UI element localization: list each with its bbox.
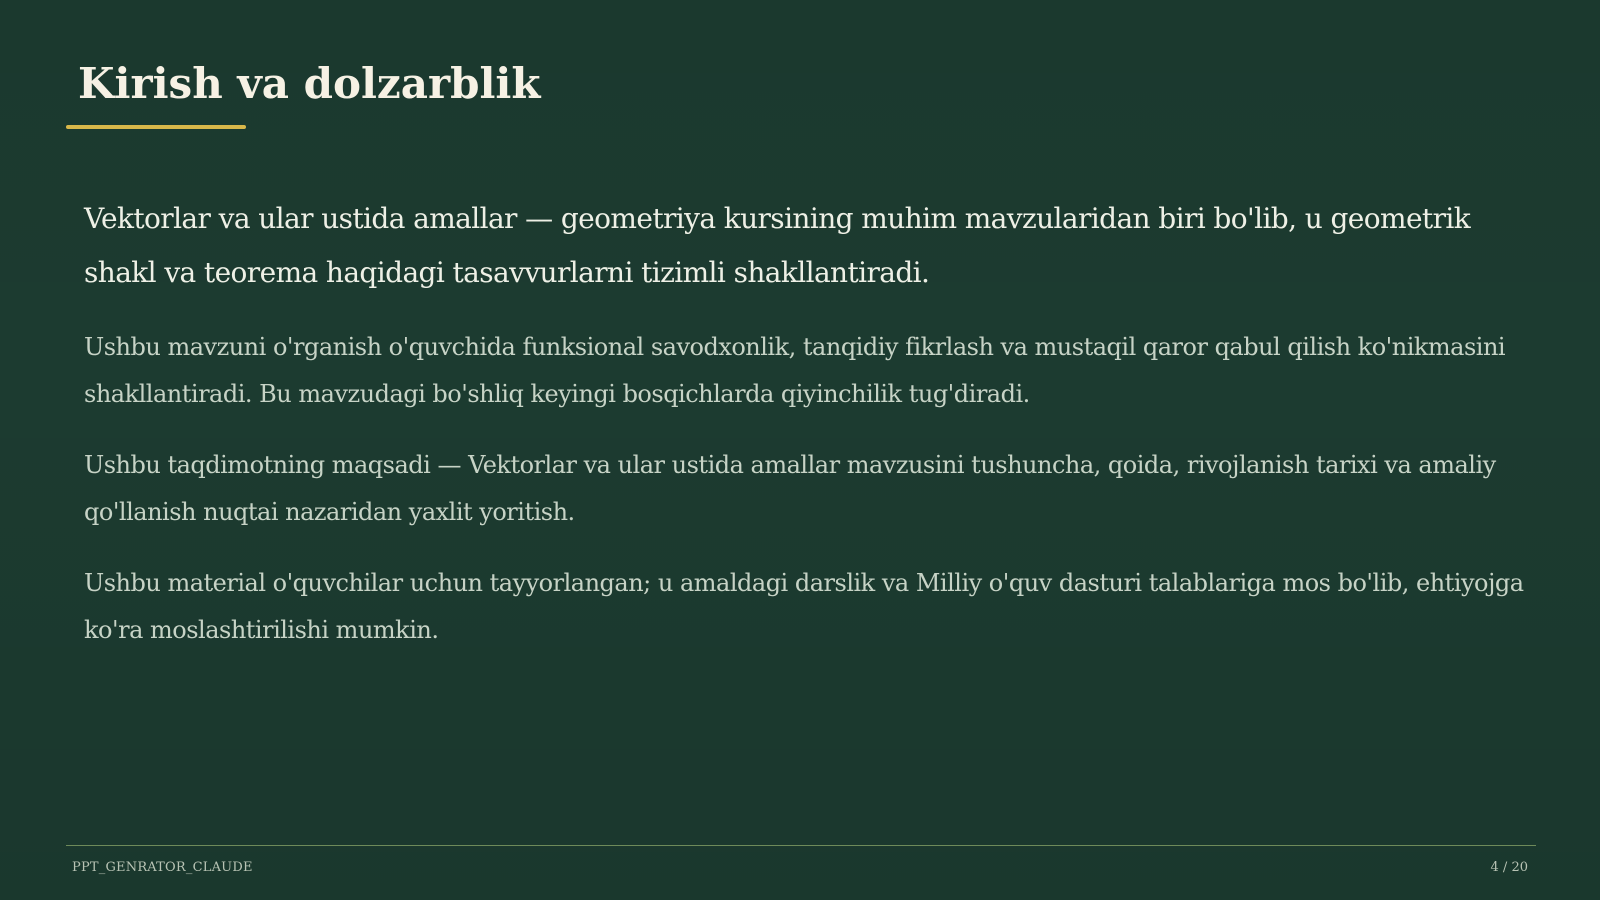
slide-title: Kirish va dolzarblik (78, 59, 541, 108)
slide-content (84, 192, 1524, 678)
body-paragraph-3: Ushbu material o'quvchilar uchun tayyorlangan; u amaldagi darslik va Milliy o'quv dasturi talablariga mos bo'lib, ehtiyojga ko'ra moslashtirilishi mumkin. (84, 569, 1524, 644)
page-number: 4 / 20 (1490, 860, 1528, 875)
footer-divider (66, 845, 1536, 846)
body-paragraph-2: Ushbu taqdimotning maqsadi — Vektorlar va ular ustida amallar mavzusini tushuncha, qoida, rivojlanish tarixi va amaliy qo'llanish nuqtai nazaridan yaxlit yoritish. (84, 451, 1496, 526)
title-underline-accent (66, 125, 246, 129)
footer-brand: PPT_GENRATOR_CLAUDE (72, 860, 253, 875)
lead-paragraph: Vektorlar va ular ustida amallar — geometriya kursining muhim mavzularidan biri bo'lib, u geometrik shakl va teorema haqidagi tasavvurlarni tizimli shakllantiradi. (84, 202, 1471, 289)
body-paragraph-1: Ushbu mavzuni o'rganish o'quvchida funksional savodxonlik, tanqidiy fikrlash va mustaqil qaror qabul qilish ko'nikmasini shakllantiradi. Bu mavzudagi bo'shliq keyingi bosqichlarda qiyinchilik tug'diradi. (84, 333, 1506, 408)
